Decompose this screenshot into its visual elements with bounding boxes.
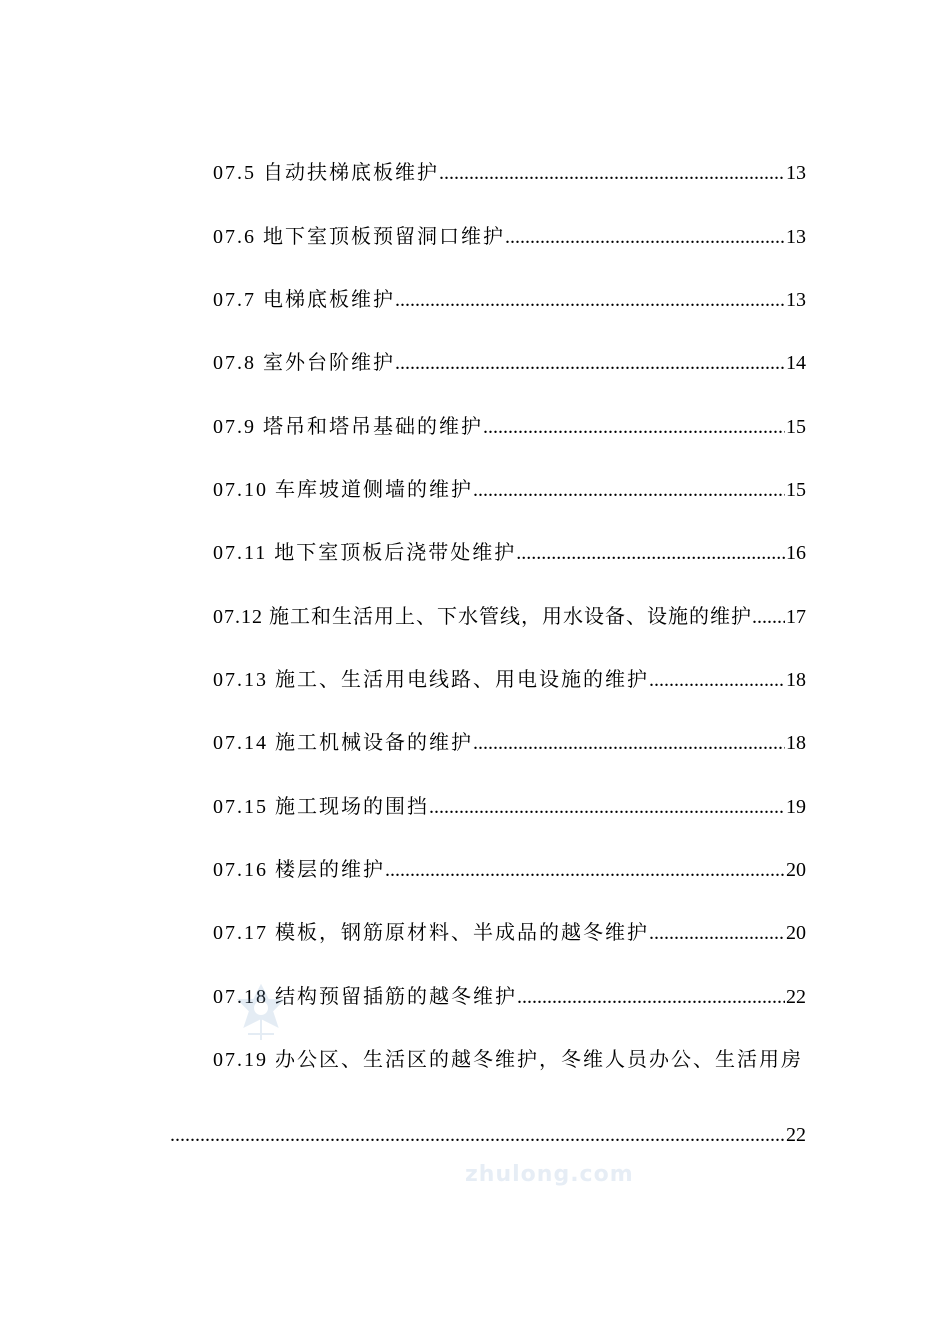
- toc-page-number: 22: [786, 986, 806, 1008]
- toc-leader-dots: [170, 1120, 785, 1150]
- toc-entry-label: 07.12 施工和生活用上、下水管线，用水设备、设施的维护: [213, 606, 752, 628]
- toc-entry-label: 07.11 地下室顶板后浇带处维护: [213, 542, 517, 564]
- toc-leader-dots: [483, 412, 785, 442]
- toc-entry[interactable]: [213, 792, 806, 822]
- toc-entry[interactable]: [213, 285, 806, 315]
- toc-leader-dots: [649, 918, 785, 948]
- toc-page-number: 13: [786, 162, 806, 184]
- toc-page-number: 16: [786, 542, 806, 564]
- toc-page-number: 18: [786, 669, 806, 691]
- toc-page-number: 14: [786, 352, 806, 374]
- toc-entry-continuation[interactable]: [170, 1120, 806, 1150]
- toc-leader-dots: [649, 665, 785, 695]
- toc-leader-dots: [439, 158, 785, 188]
- toc-page-number: 20: [786, 922, 806, 944]
- toc-page-number: 20: [786, 859, 806, 881]
- toc-leader-dots: [473, 728, 785, 758]
- toc-entry-label: 07.13 施工、生活用电线路、用电设施的维护: [213, 669, 649, 691]
- toc-entry[interactable]: [213, 475, 806, 505]
- snowflake-logo-icon: [228, 980, 294, 1046]
- toc-entry[interactable]: [213, 982, 806, 1012]
- toc-leader-dots: [516, 538, 785, 568]
- toc-entry-label: 07.16 楼层的维护: [213, 859, 385, 881]
- toc-page-number: 19: [786, 796, 806, 818]
- toc-page-number: 15: [786, 416, 806, 438]
- toc-entry[interactable]: [213, 222, 806, 252]
- toc-entry-label: 07.14 施工机械设备的维护: [213, 732, 473, 754]
- toc-entry[interactable]: [213, 538, 806, 568]
- toc-entry-label: 07.9 塔吊和塔吊基础的维护: [213, 416, 483, 438]
- toc-entry-label: 07.18 结构预留插筋的越冬维护: [213, 986, 517, 1008]
- toc-entry-label-wrapped[interactable]: 07.19 办公区、生活区的越冬维护，冬维人员办公、生活用房: [213, 1049, 803, 1071]
- toc-entry[interactable]: [213, 728, 806, 758]
- toc-entry[interactable]: [213, 602, 806, 632]
- toc-leader-dots: [517, 982, 785, 1012]
- toc-entry[interactable]: [213, 855, 806, 885]
- toc-entry-label: 07.5 自动扶梯底板维护: [213, 162, 439, 184]
- toc-entry[interactable]: [213, 412, 806, 442]
- toc-entry[interactable]: [213, 918, 806, 948]
- watermark-text: zhulong.com: [465, 1162, 634, 1187]
- toc-leader-dots: [395, 348, 785, 378]
- toc-page-number: 15: [786, 479, 806, 501]
- toc-page-number: 17: [786, 606, 806, 628]
- toc-page-number: 13: [786, 226, 806, 248]
- toc-page-number: 22: [786, 1124, 806, 1146]
- toc-entry[interactable]: [213, 348, 806, 378]
- toc-entry-label: 07.8 室外台阶维护: [213, 352, 395, 374]
- toc-entry-label: 07.7 电梯底板维护: [213, 289, 395, 311]
- toc-leader-dots: [395, 285, 785, 315]
- toc-leader-dots: [429, 792, 785, 822]
- toc-page-number: 13: [786, 289, 806, 311]
- toc-entry[interactable]: [213, 665, 806, 695]
- toc-entry-label: 07.17 模板，钢筋原材料、半成品的越冬维护: [213, 922, 649, 944]
- toc-leader-dots: [505, 222, 785, 252]
- toc-entry-label: 07.6 地下室顶板预留洞口维护: [213, 226, 505, 248]
- toc-entry-label: 07.15 施工现场的围挡: [213, 796, 429, 818]
- toc-leader-dots: [752, 602, 785, 632]
- toc-leader-dots: [385, 855, 785, 885]
- toc-page-number: 18: [786, 732, 806, 754]
- toc-leader-dots: [473, 475, 785, 505]
- toc-entry[interactable]: [213, 158, 806, 188]
- toc-entry-label: 07.10 车库坡道侧墙的维护: [213, 479, 473, 501]
